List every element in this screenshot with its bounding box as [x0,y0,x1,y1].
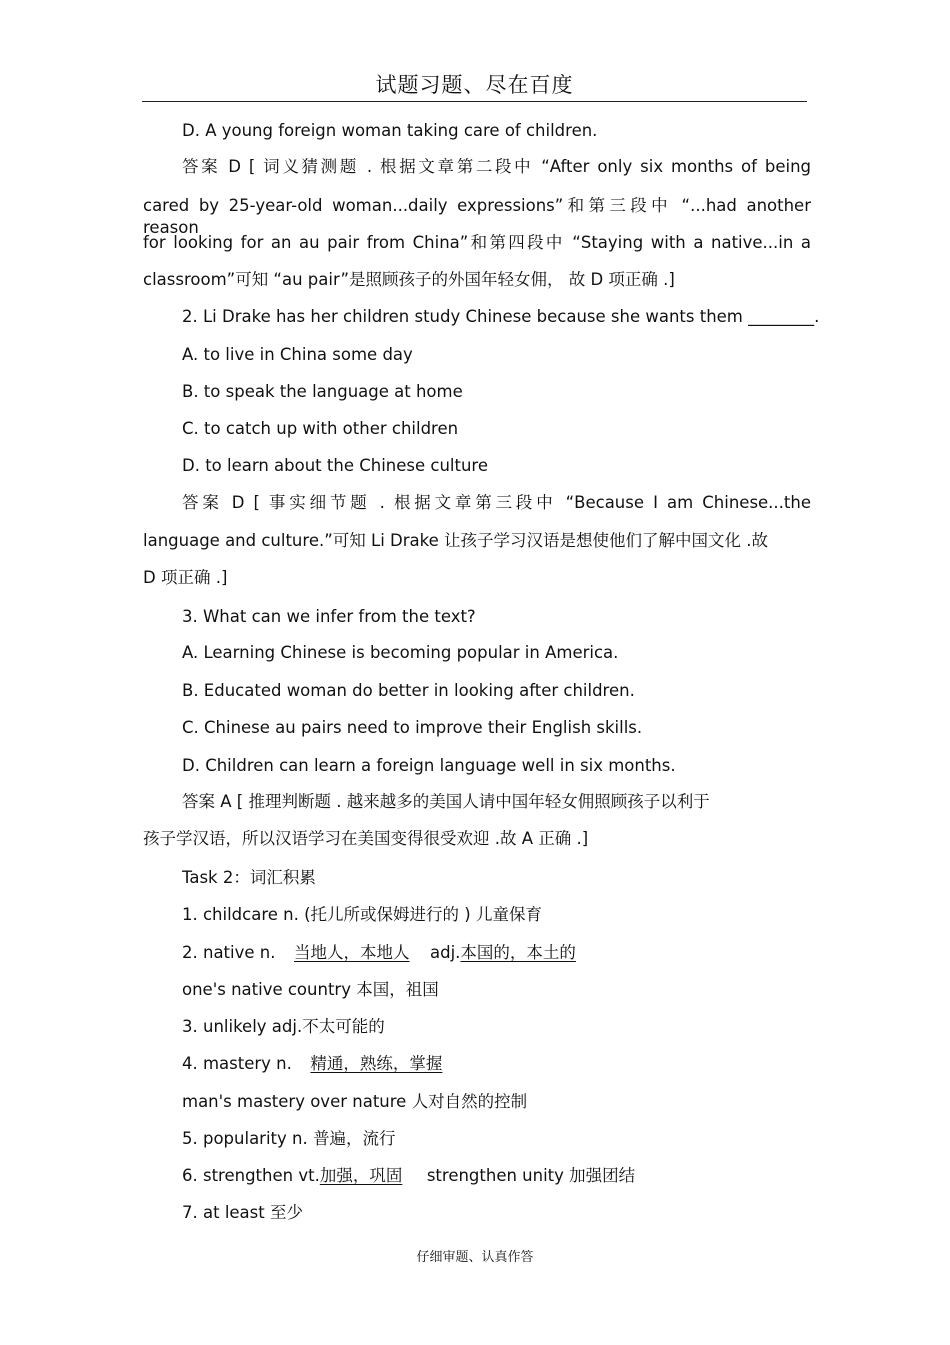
vocab-2-noun-meaning: 当地人，本地人 [293,943,410,962]
q3-option-b: B. Educated woman do better in looking after children. [182,681,635,700]
q3-option-a: A. Learning Chinese is becoming popular in America. [182,643,619,662]
page-footer: 仔细审题、认真作答 [416,1250,534,1265]
q3-stem: 3. What can we infer from the text? [182,607,476,626]
page-header-title: 试题习题、尽在百度 [375,73,574,97]
vocab-item-4 [182,1053,442,1075]
vocab-item-1: 1. childcare n. (托儿所或保姆进行的 ) 儿童保育 [182,905,542,924]
q1-answer-line-4: classroom”可知 “au pair”是照顾孩子的外国年轻女佣， 故 D 项正确 .] [143,270,675,289]
vocab-2-example: one's native country 本国，祖国 [182,980,439,999]
q2-stem: 2. Li Drake has her children study Chinese because she wants them ________. [182,307,820,326]
q2-answer-line-1: 答案 D [ 事实细节题 . 根据文章第三段中 “Because I am Chinese...the [182,493,811,512]
q3-option-d: D. Children can learn a foreign language well in six months. [182,756,676,775]
q2-option-b: B. to speak the language at home [182,382,463,401]
q1-answer-line-2: cared by 25-year-old woman...daily expressions”和第三段中 “...had another reason [143,196,811,237]
task2-title: Task 2：词汇积累 [182,868,316,887]
vocab-2-adj-meaning: 本国的，本土的 [460,943,576,962]
header-divider [142,101,807,102]
q2-answer-line-3: D 项正确 .] [143,568,228,587]
q2-answer-line-2: language and culture.”可知 Li Drake 让孩子学习汉语是想使他们了解中国文化 .故 [143,531,768,550]
vocab-item-3: 3. unlikely adj.不太可能的 [182,1017,385,1036]
q2-option-d: D. to learn about the Chinese culture [182,456,488,475]
vocab-4-meaning: 精通，熟练，掌握 [310,1054,443,1073]
q1-option-d: D. A young foreign woman taking care of children. [182,121,598,140]
q1-answer-line-3: for looking for an au pair from China”和第四段中 “Staying with a native...in a [143,233,811,252]
vocab-item-6 [182,1165,635,1187]
q1-answer-line-1: 答案 D [ 词义猜测题 . 根据文章第二段中 “After only six months of being [182,157,811,176]
vocab-item-2 [182,942,576,964]
vocab-6-example: strengthen unity 加强团结 [426,1166,636,1185]
vocab-item-5: 5. popularity n. 普遍，流行 [182,1129,396,1148]
vocab-2-adj-label: adj. [429,943,461,962]
vocab-6-word: 6. strengthen vt. [182,1166,320,1185]
vocab-4-example: man's mastery over nature 人对自然的控制 [182,1092,528,1111]
vocab-item-7: 7. at least 至少 [182,1203,303,1222]
q3-option-c: C. Chinese au pairs need to improve their English skills. [182,718,643,737]
q2-option-c: C. to catch up with other children [182,419,459,438]
vocab-4-word: 4. mastery n. [182,1054,292,1073]
q3-answer-line-1: 答案 A [ 推理判断题 . 越来越多的美国人请中国年轻女佣照顾孩子以利于 [182,792,710,811]
vocab-6-meaning: 加强，巩固 [319,1166,403,1185]
q3-answer-line-2: 孩子学汉语，所以汉语学习在美国变得很受欢迎 .故 A 正确 .] [143,829,589,848]
vocab-2-word: 2. native n. [182,943,276,962]
q2-option-a: A. to live in China some day [182,345,413,364]
